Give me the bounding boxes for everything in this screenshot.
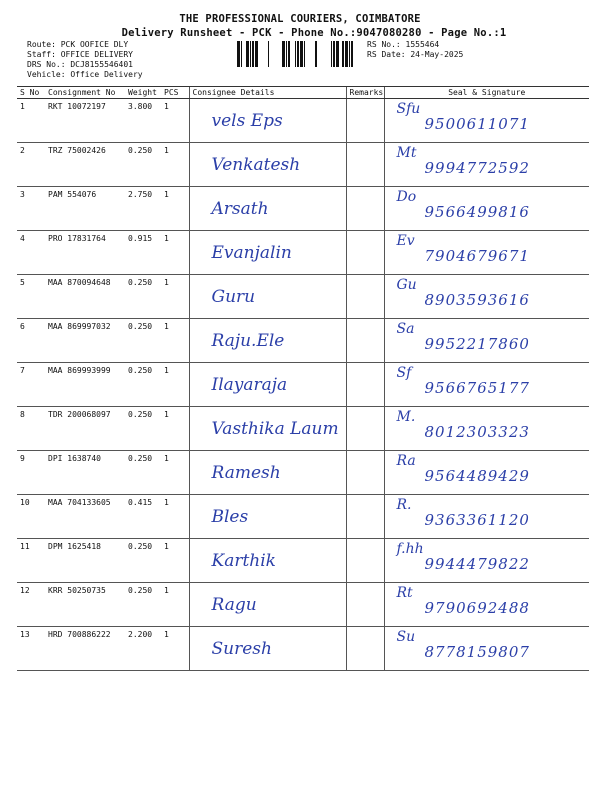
row-weight: 0.250 [125,319,161,363]
handwritten-phone-number: 9363361120 [424,511,530,529]
table-header-row [17,87,589,99]
row-pcs: 1 [161,143,189,187]
table-row [17,187,589,231]
row-signature-cell [384,231,589,275]
row-pcs: 1 [161,539,189,583]
barcode-bar [336,41,339,67]
row-pcs: 1 [161,451,189,495]
row-consignee-cell [189,451,346,495]
row-remarks [346,319,384,363]
row-consignee-cell [189,627,346,671]
barcode-bar [300,41,303,67]
col-pcs: PCS [161,87,189,99]
runsheet-table [17,86,589,671]
row-remarks [346,451,384,495]
row-weight: 0.415 [125,495,161,539]
barcode-bar [252,41,254,67]
barcode-bar [286,41,287,67]
staff-text: Staff: OFFICE DELIVERY [27,50,133,59]
table-row [17,451,589,495]
handwritten-phone-number: 7904679671 [424,247,530,265]
row-remarks [346,539,384,583]
row-weight: 3.800 [125,99,161,143]
row-pcs: 1 [161,363,189,407]
handwritten-phone-number: 9566765177 [424,379,530,397]
row-consignment-no: TDR 200068097 [45,407,125,451]
barcode-bar [237,41,240,67]
barcode-bar [315,41,317,67]
row-signature-cell [384,99,589,143]
handwritten-signature: Sf [396,365,412,381]
handwritten-consignee-name: Arsath [211,199,269,219]
sheet-meta-right [367,40,463,60]
row-signature-cell [384,363,589,407]
row-consignment-no: DPM 1625418 [45,539,125,583]
barcode-bar [246,41,249,67]
row-sno: 11 [17,539,45,583]
row-pcs: 1 [161,627,189,671]
company-title: THE PROFESSIONAL COURIERS, COIMBATORE [179,13,421,25]
handwritten-consignee-name: Ilayaraja [211,375,288,395]
barcode-bar [255,41,258,67]
row-weight: 0.915 [125,231,161,275]
handwritten-signature: Sfu [396,101,421,117]
col-consignment: Consignment No [45,87,125,99]
barcode-bar [349,41,350,67]
row-remarks [346,143,384,187]
row-remarks [346,187,384,231]
table-row [17,539,589,583]
table-row [17,143,589,187]
row-consignee-cell [189,143,346,187]
row-sno: 9 [17,451,45,495]
row-sno: 1 [17,99,45,143]
sheet-meta-left [27,40,143,80]
row-remarks [346,231,384,275]
row-signature-cell [384,583,589,627]
handwritten-consignee-name: Venkatesh [211,155,301,175]
row-weight: 0.250 [125,451,161,495]
table-row [17,275,589,319]
rs-number: RS No.: 1555464 [367,40,440,49]
handwritten-signature: Sa [396,321,415,337]
col-consignee: Consignee Details [189,87,346,99]
table-row [17,407,589,451]
barcode-bar [241,41,242,67]
row-consignment-no: PAM 554076 [45,187,125,231]
barcode-bar [351,41,353,67]
row-remarks [346,407,384,451]
barcode-bar [345,41,348,67]
row-consignee-cell [189,495,346,539]
row-signature-cell [384,407,589,451]
row-pcs: 1 [161,495,189,539]
table-row [17,99,589,143]
handwritten-consignee-name: Bles [211,507,249,527]
row-sno: 8 [17,407,45,451]
barcode-bar [250,41,251,67]
barcode-bar [295,41,296,67]
row-sno: 4 [17,231,45,275]
row-remarks [346,627,384,671]
row-sno: 5 [17,275,45,319]
row-remarks [346,99,384,143]
handwritten-signature: Su [396,629,416,645]
row-weight: 2.200 [125,627,161,671]
row-remarks [346,275,384,319]
row-weight: 2.750 [125,187,161,231]
row-consignee-cell [189,363,346,407]
row-consignee-cell [189,187,346,231]
row-sno: 3 [17,187,45,231]
handwritten-phone-number: 8778159807 [424,643,530,661]
row-sno: 2 [17,143,45,187]
row-consignment-no: MAA 869993999 [45,363,125,407]
row-remarks [346,583,384,627]
handwritten-phone-number: 9564489429 [424,467,530,485]
table-row [17,583,589,627]
handwritten-phone-number: 8012303323 [424,423,530,441]
handwritten-consignee-name: Karthik [211,551,276,571]
handwritten-phone-number: 9500611071 [424,115,530,133]
handwritten-consignee-name: Ramesh [211,463,281,483]
handwritten-signature: f.hh [396,541,424,557]
row-consignment-no: DPI 1638740 [45,451,125,495]
handwritten-signature: Rt [396,585,413,601]
row-consignee-cell [189,583,346,627]
handwritten-signature: Do [396,189,417,205]
col-signature: Seal & Signature [384,87,589,99]
row-signature-cell [384,539,589,583]
col-sno: S No [17,87,45,99]
barcode-bar [288,41,290,67]
row-pcs: 1 [161,319,189,363]
row-consignee-cell [189,275,346,319]
handwritten-consignee-name: Ragu [211,595,257,615]
row-remarks [346,363,384,407]
row-weight: 0.250 [125,275,161,319]
handwritten-signature: Ra [396,453,416,469]
handwritten-signature: R. [396,497,412,513]
barcode-bar [282,41,285,67]
table-row [17,231,589,275]
rs-date: RS Date: 24-May-2025 [367,50,464,59]
row-consignee-cell [189,231,346,275]
row-consignee-cell [189,319,346,363]
row-sno: 10 [17,495,45,539]
row-consignment-no: TRZ 75002426 [45,143,125,187]
handwritten-phone-number: 9994772592 [424,159,530,177]
handwritten-signature: Ev [396,233,415,249]
handwritten-consignee-name: Suresh [211,639,272,659]
row-consignment-no: MAA 870094648 [45,275,125,319]
row-sno: 13 [17,627,45,671]
handwritten-phone-number: 9566499816 [424,203,530,221]
row-consignment-no: RKT 10072197 [45,99,125,143]
barcode-bar [304,41,305,67]
table-row [17,495,589,539]
row-consignment-no: MAA 869997032 [45,319,125,363]
row-consignee-cell [189,407,346,451]
barcode-bar [342,41,344,67]
handwritten-consignee-name: Guru [211,287,256,307]
row-pcs: 1 [161,407,189,451]
drs-number: DRS No.: DCJ8155546401 [27,60,133,69]
row-sno: 7 [17,363,45,407]
row-weight: 0.250 [125,363,161,407]
table-row [17,363,589,407]
route-text: Route: PCK OOFICE DLY [27,40,129,49]
handwritten-phone-number: 9944479822 [424,555,530,573]
col-weight: Weight [125,87,161,99]
row-pcs: 1 [161,187,189,231]
row-consignment-no: MAA 704133605 [45,495,125,539]
row-signature-cell [384,451,589,495]
row-sno: 12 [17,583,45,627]
col-remarks: Remarks [346,87,384,99]
runsheet-subtitle: Delivery Runsheet - PCK - Phone No.:9047080280 - Page No.:1 [121,27,507,39]
row-pcs: 1 [161,275,189,319]
row-consignment-no: PRO 17831764 [45,231,125,275]
row-consignment-no: HRD 700886222 [45,627,125,671]
barcode-bar [297,41,299,67]
handwritten-consignee-name: vels Eps [211,111,283,131]
row-signature-cell [384,187,589,231]
row-consignment-no: KRR 50250735 [45,583,125,627]
row-pcs: 1 [161,583,189,627]
row-weight: 0.250 [125,143,161,187]
handwritten-signature: Gu [396,277,417,293]
handwritten-consignee-name: Evanjalin [211,243,292,263]
row-consignee-cell [189,539,346,583]
barcode-bar [331,41,332,67]
handwritten-phone-number: 9790692488 [424,599,530,617]
handwritten-phone-number: 8903593616 [424,291,530,309]
handwritten-consignee-name: Vasthika Laum [211,419,339,439]
row-consignee-cell [189,99,346,143]
row-weight: 0.250 [125,539,161,583]
table-row [17,319,589,363]
row-signature-cell [384,143,589,187]
handwritten-phone-number: 9952217860 [424,335,530,353]
row-pcs: 1 [161,231,189,275]
handwritten-signature: Mt [396,145,417,161]
row-signature-cell [384,275,589,319]
row-pcs: 1 [161,99,189,143]
table-row [17,627,589,671]
vehicle-text: Vehicle: Office Delivery [27,70,143,79]
row-signature-cell [384,627,589,671]
row-weight: 0.250 [125,583,161,627]
handwritten-consignee-name: Raju.Ele [211,331,285,351]
barcode-bar [333,41,335,67]
row-weight: 0.250 [125,407,161,451]
row-signature-cell [384,319,589,363]
row-signature-cell [384,495,589,539]
barcode-bar [268,41,269,67]
barcode-graphic [237,41,361,67]
row-remarks [346,495,384,539]
row-sno: 6 [17,319,45,363]
handwritten-signature: M. [396,409,416,425]
